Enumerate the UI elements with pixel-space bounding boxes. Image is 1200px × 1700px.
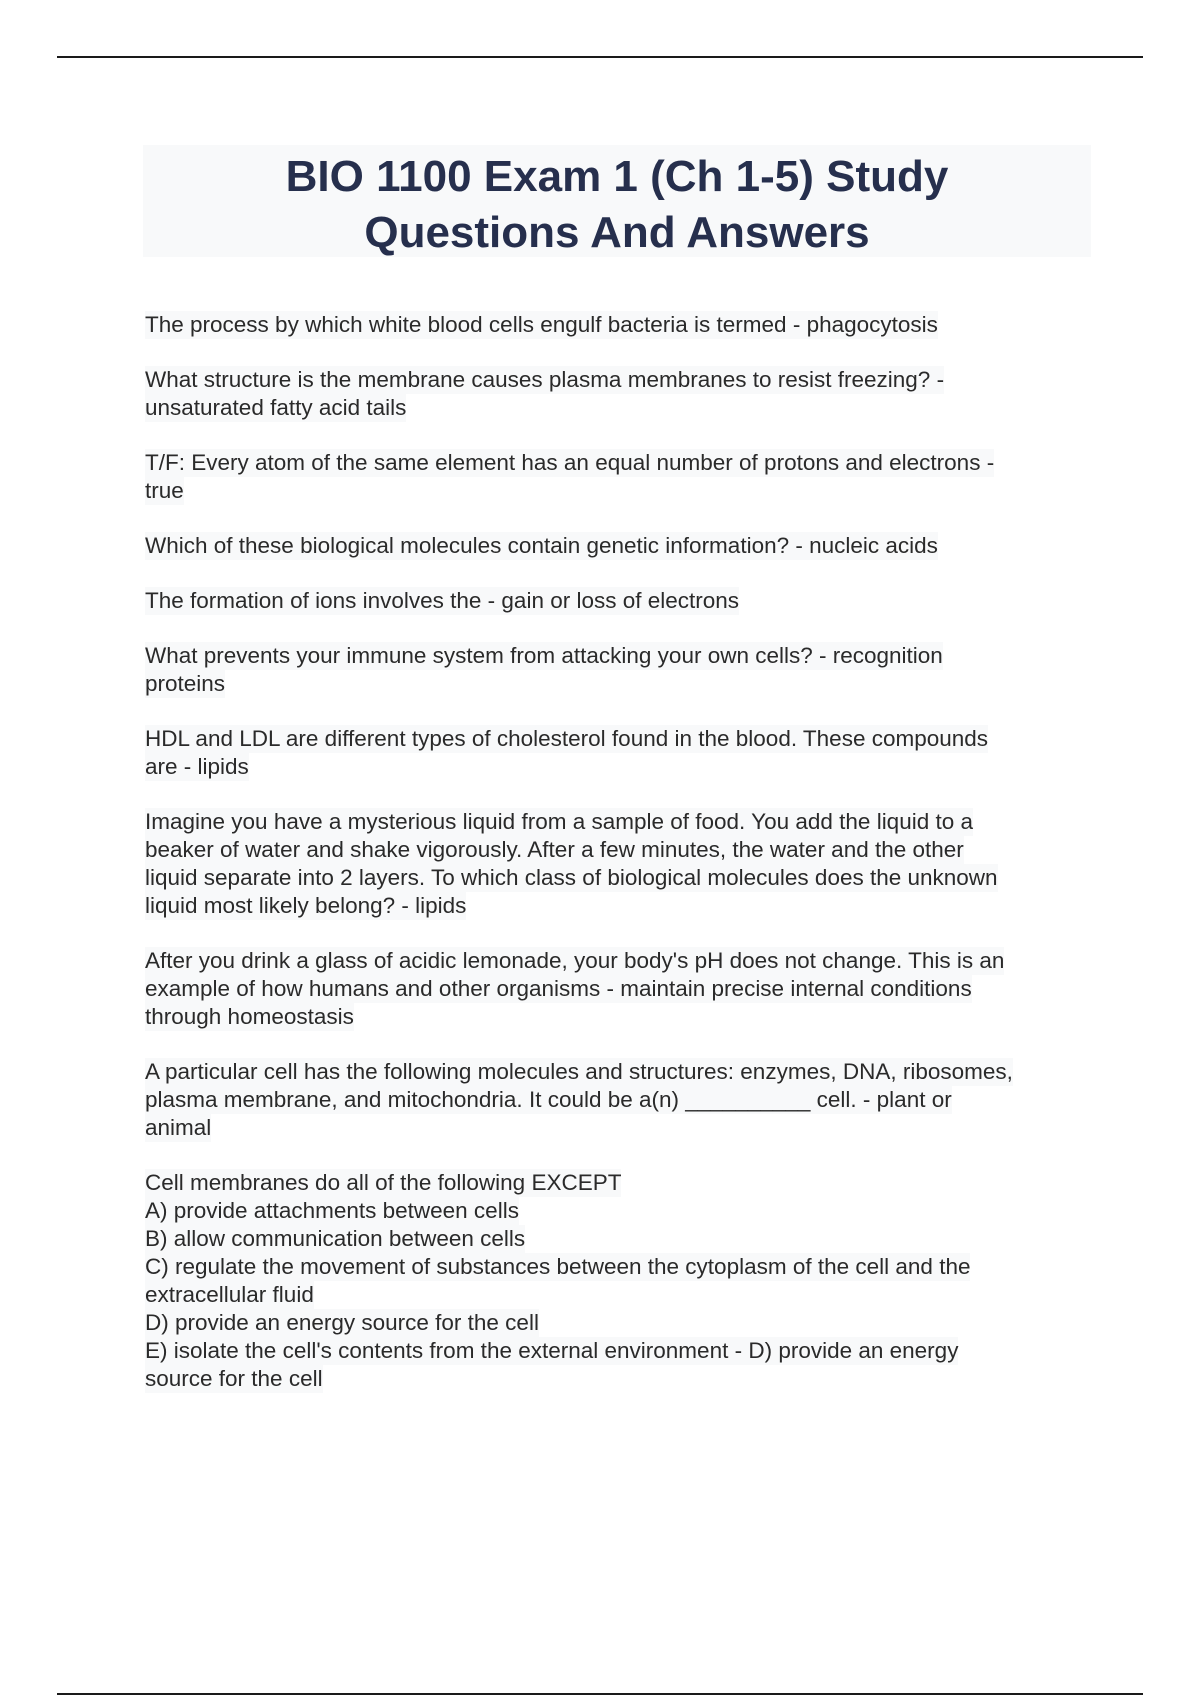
qa-item bbox=[145, 725, 1085, 781]
qa-line: E) isolate the cell's contents from the external environment - D) provide an energy bbox=[145, 1338, 959, 1363]
qa-item bbox=[145, 1058, 1085, 1142]
qa-item bbox=[145, 587, 1085, 615]
qa-item bbox=[145, 366, 1085, 422]
title-banner bbox=[143, 145, 1091, 257]
title-line: Questions And Answers bbox=[364, 208, 870, 257]
qa-item bbox=[145, 311, 1085, 339]
qa-item bbox=[145, 947, 1085, 1031]
qa-line: example of how humans and other organisms - maintain precise internal conditions bbox=[145, 976, 972, 1001]
qa-item bbox=[145, 449, 1085, 505]
qa-line: A particular cell has the following molecules and structures: enzymes, DNA, ribosomes, bbox=[145, 1059, 1013, 1084]
qa-line: A) provide attachments between cells bbox=[145, 1198, 519, 1223]
qa-line: are - lipids bbox=[145, 754, 249, 779]
qa-line: liquid most likely belong? - lipids bbox=[145, 893, 467, 918]
qa-line: The process by which white blood cells engulf bacteria is termed - phagocytosis bbox=[145, 312, 938, 337]
qa-line: D) provide an energy source for the cell bbox=[145, 1310, 539, 1335]
qa-list bbox=[145, 311, 1085, 1420]
qa-line: Imagine you have a mysterious liquid from a sample of food. You add the liquid to a bbox=[145, 809, 974, 834]
qa-item bbox=[145, 808, 1085, 920]
qa-item bbox=[145, 1169, 1085, 1393]
top-rule bbox=[57, 56, 1143, 58]
qa-line: source for the cell bbox=[145, 1366, 323, 1391]
page-title bbox=[143, 145, 1091, 261]
qa-line: Cell membranes do all of the following EXCEPT bbox=[145, 1170, 622, 1195]
qa-item bbox=[145, 642, 1085, 698]
qa-line: through homeostasis bbox=[145, 1004, 354, 1029]
qa-line: C) regulate the movement of substances between the cytoplasm of the cell and the bbox=[145, 1254, 971, 1279]
qa-line: What structure is the membrane causes plasma membranes to resist freezing? - bbox=[145, 367, 945, 392]
qa-line: What prevents your immune system from attacking your own cells? - recognition bbox=[145, 643, 943, 668]
qa-line: unsaturated fatty acid tails bbox=[145, 395, 407, 420]
qa-line: After you drink a glass of acidic lemonade, your body's pH does not change. This is an bbox=[145, 948, 1005, 973]
qa-line: B) allow communication between cells bbox=[145, 1226, 526, 1251]
qa-line: animal bbox=[145, 1115, 212, 1140]
qa-line: plasma membrane, and mitochondria. It could be a(n) __________ cell. - plant or bbox=[145, 1087, 952, 1112]
qa-line: T/F: Every atom of the same element has an equal number of protons and electrons - bbox=[145, 450, 995, 475]
qa-line: extracellular fluid bbox=[145, 1282, 314, 1307]
qa-item bbox=[145, 532, 1085, 560]
qa-line: The formation of ions involves the - gain or loss of electrons bbox=[145, 588, 740, 613]
bottom-rule bbox=[57, 1693, 1143, 1695]
qa-line: Which of these biological molecules contain genetic information? - nucleic acids bbox=[145, 533, 938, 558]
qa-line: proteins bbox=[145, 671, 226, 696]
title-line: BIO 1100 Exam 1 (Ch 1-5) Study bbox=[285, 152, 949, 201]
qa-line: beaker of water and shake vigorously. After a few minutes, the water and the other bbox=[145, 837, 964, 862]
qa-line: true bbox=[145, 478, 184, 503]
qa-line: liquid separate into 2 layers. To which class of biological molecules does the unknown bbox=[145, 865, 998, 890]
qa-line: HDL and LDL are different types of cholesterol found in the blood. These compounds bbox=[145, 726, 989, 751]
